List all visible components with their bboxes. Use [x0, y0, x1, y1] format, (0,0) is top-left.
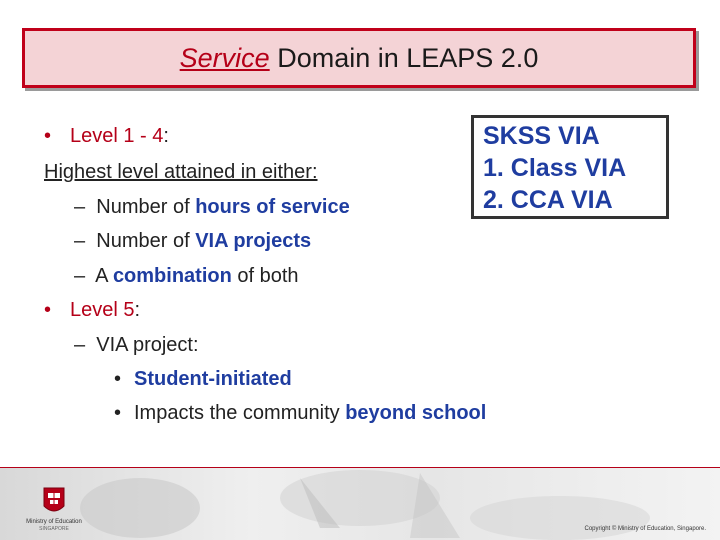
level5-subitem [74, 334, 199, 357]
item-em: combination [112, 265, 232, 287]
level14-label: Level 1 - 4 [70, 125, 164, 147]
item-em: hours of service [195, 196, 350, 218]
list-item [74, 230, 311, 253]
bullet-glyph: • [44, 125, 52, 147]
bullet-glyph: • [114, 368, 122, 390]
dash: – [74, 230, 86, 252]
skss-item: 2. CCA VIA [483, 186, 613, 214]
dash: – [74, 196, 86, 218]
item-post: of both [231, 265, 299, 287]
page-title [25, 43, 693, 74]
logo-sublabel: SINGAPORE [39, 526, 69, 532]
level5-bullet-line [44, 299, 140, 322]
level5-point [114, 368, 292, 391]
dash: – [74, 334, 86, 356]
point-em: beyond school [345, 402, 487, 424]
skss-item: 1. Class VIA [483, 154, 627, 182]
level5-label: Level 5 [70, 299, 135, 321]
dash: – [74, 265, 86, 287]
level14-bullet-line [44, 125, 169, 148]
title-highlight: Service [179, 43, 270, 73]
list-item [74, 196, 350, 219]
item-pre: A [95, 265, 113, 287]
skss-title: SKSS VIA [483, 122, 600, 150]
item-em: VIA projects [195, 230, 312, 252]
logo-label: Ministry of Education [26, 519, 82, 525]
point-em: Student-initiated [134, 368, 292, 390]
title-box [22, 28, 696, 88]
bullet-glyph: • [114, 402, 122, 424]
level5-point [114, 402, 486, 425]
level14-colon: : [163, 125, 169, 147]
skss-box [471, 115, 669, 219]
logo-caption [18, 519, 90, 533]
item-pre: Number of [96, 230, 196, 252]
copyright-text: Copyright © Ministry of Education, Singapore. [584, 526, 706, 532]
title-rest: Domain in LEAPS 2.0 [269, 43, 539, 73]
list-item [74, 265, 299, 288]
bullet-glyph: • [44, 299, 52, 321]
level14-heading: Highest level attained in either: [44, 161, 318, 183]
level5-colon: : [134, 299, 141, 321]
point-pre: Impacts the community [134, 402, 346, 424]
sub-text: VIA project: [96, 334, 199, 356]
item-pre: Number of [96, 196, 196, 218]
